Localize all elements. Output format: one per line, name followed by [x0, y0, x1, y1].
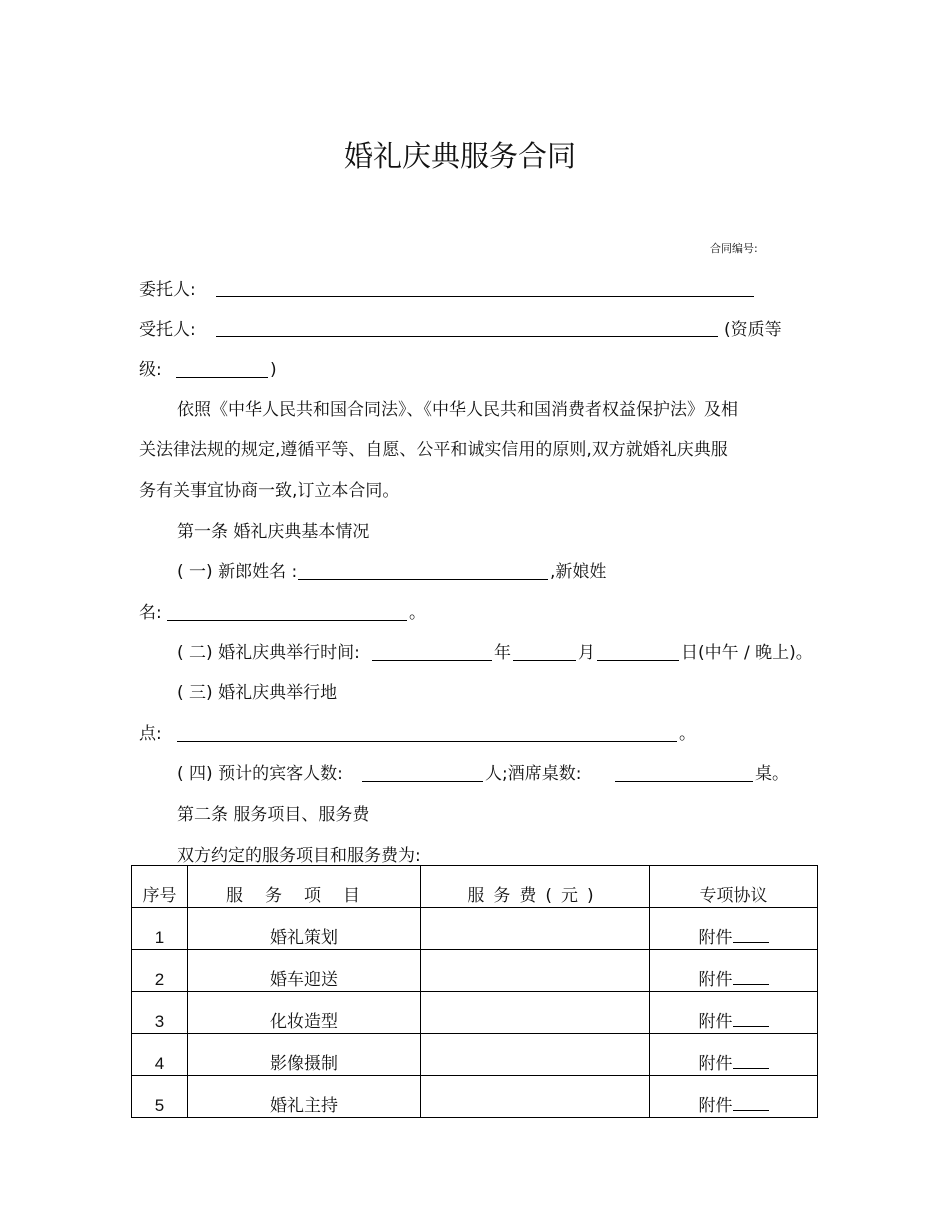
- bride-name-period: 。: [409, 603, 426, 623]
- row-item: 婚礼主持: [188, 1076, 421, 1118]
- row-item: 影像摄制: [188, 1034, 421, 1076]
- attachment-number-field[interactable]: [733, 1054, 769, 1069]
- row-agreement-label: 附件: [698, 970, 733, 990]
- day-label: 日(中午 / 晚上)。: [681, 643, 813, 663]
- client-label: 委托人:: [139, 280, 196, 300]
- table-header-row: [132, 866, 818, 908]
- article-2-heading: 第二条 服务项目、服务费: [177, 805, 370, 825]
- row-agreement: [650, 1076, 818, 1118]
- row-fee-field[interactable]: [421, 950, 650, 992]
- qualification-label: (资质等: [724, 320, 782, 340]
- qualification-close: ): [270, 360, 277, 380]
- trustee-label: 受托人:: [139, 320, 196, 340]
- row-fee-field[interactable]: [421, 1076, 650, 1118]
- article-2-agreed-text: 双方约定的服务项目和服务费为:: [177, 846, 421, 866]
- bride-name-label: ,新娘姓: [550, 562, 607, 582]
- intro-line-3: 务有关事宜协商一致,订立本合同。: [139, 481, 400, 501]
- trustee-field[interactable]: [216, 336, 718, 337]
- row-agreement-label: 附件: [698, 1054, 733, 1074]
- table-row: [132, 1076, 818, 1118]
- row-item: 婚礼策划: [188, 908, 421, 950]
- header-fee-text: 服务费(元): [467, 886, 603, 906]
- guest-count-field[interactable]: [362, 781, 483, 782]
- qualification-field[interactable]: [176, 377, 268, 378]
- header-no: 序号: [132, 866, 188, 908]
- row-no: 5: [132, 1076, 188, 1118]
- table-count-label: 人;酒席桌数:: [485, 764, 582, 784]
- year-label: 年: [494, 643, 511, 663]
- bride-name-label-cont: 名:: [139, 603, 162, 623]
- row-agreement: [650, 950, 818, 992]
- contract-number-label: 合同编号:: [710, 242, 758, 255]
- table-count-unit: 桌。: [755, 764, 789, 784]
- table-row: [132, 1034, 818, 1076]
- ceremony-place-label-cont: 点:: [139, 724, 162, 744]
- row-fee-field[interactable]: [421, 1034, 650, 1076]
- row-no: 3: [132, 992, 188, 1034]
- ceremony-time-label: ( 二) 婚礼庆典举行时间:: [177, 643, 360, 663]
- row-agreement: [650, 1034, 818, 1076]
- intro-line-2: 关法律法规的规定,遵循平等、自愿、公平和诚实信用的原则,双方就婚礼庆典服: [139, 440, 728, 460]
- attachment-number-field[interactable]: [733, 928, 769, 943]
- year-field[interactable]: [372, 660, 492, 661]
- ceremony-place-period: 。: [679, 724, 696, 744]
- attachment-number-field[interactable]: [733, 1012, 769, 1027]
- attachment-number-field[interactable]: [733, 1096, 769, 1111]
- article-1-heading: 第一条 婚礼庆典基本情况: [177, 522, 370, 542]
- ceremony-place-label: ( 三) 婚礼庆典举行地: [177, 683, 338, 703]
- header-item: [188, 866, 421, 908]
- groom-name-label: ( 一) 新郎姓名 :: [177, 562, 298, 582]
- table-row: [132, 950, 818, 992]
- month-field[interactable]: [513, 660, 576, 661]
- header-item-text: 服务项目: [226, 886, 382, 906]
- client-field[interactable]: [216, 296, 754, 297]
- row-no: 1: [132, 908, 188, 950]
- qualification-label-cont: 级:: [139, 360, 162, 380]
- row-no: 4: [132, 1034, 188, 1076]
- row-fee-field[interactable]: [421, 908, 650, 950]
- table-row: [132, 992, 818, 1034]
- guest-count-label: ( 四) 预计的宾客人数:: [177, 764, 343, 784]
- row-item: 化妆造型: [188, 992, 421, 1034]
- intro-line-1: 依照《中华人民共和国合同法》、《中华人民共和国消费者权益保护法》及相: [177, 400, 738, 420]
- header-fee: [421, 866, 650, 908]
- attachment-number-field[interactable]: [733, 970, 769, 985]
- row-fee-field[interactable]: [421, 992, 650, 1034]
- row-agreement: [650, 992, 818, 1034]
- row-agreement-label: 附件: [698, 1012, 733, 1032]
- row-no: 2: [132, 950, 188, 992]
- day-field[interactable]: [597, 660, 679, 661]
- row-agreement: [650, 908, 818, 950]
- row-item: 婚车迎送: [188, 950, 421, 992]
- month-label: 月: [578, 643, 595, 663]
- document-title: 婚礼庆典服务合同: [343, 139, 576, 173]
- header-agreement: 专项协议: [650, 866, 818, 908]
- table-count-field[interactable]: [615, 781, 753, 782]
- ceremony-place-field[interactable]: [177, 741, 677, 742]
- row-agreement-label: 附件: [698, 928, 733, 948]
- bride-name-field[interactable]: [167, 620, 407, 621]
- groom-name-field[interactable]: [298, 579, 548, 580]
- table-row: [132, 908, 818, 950]
- service-table: [131, 865, 818, 1118]
- row-agreement-label: 附件: [698, 1096, 733, 1116]
